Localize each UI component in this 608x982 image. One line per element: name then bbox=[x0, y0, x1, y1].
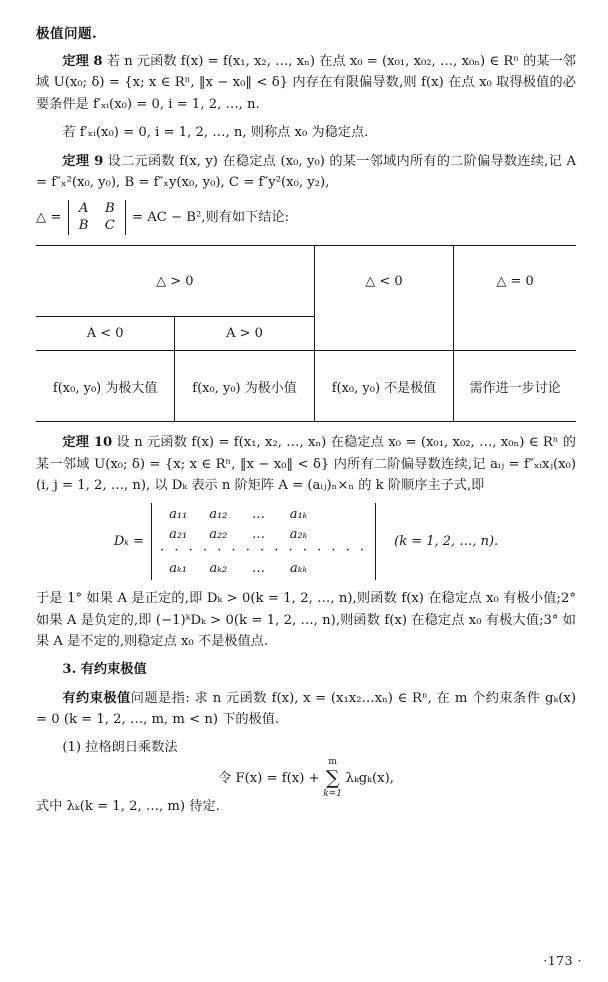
cell-local-min: f(x₀, y₀) 为极小值 bbox=[175, 351, 314, 422]
theorem-10-label: 定理 10 bbox=[62, 435, 113, 451]
header-delta-negative: △ < 0 bbox=[314, 246, 453, 317]
matrix-row bbox=[160, 559, 367, 579]
constrained-extremum-label: 有约束极值 bbox=[62, 690, 131, 706]
empty-cell-2 bbox=[454, 317, 576, 351]
matrix-cell: aₖₖ bbox=[289, 560, 308, 576]
matrix-cell: a₂ₖ bbox=[289, 526, 308, 542]
empty-cell-1 bbox=[314, 317, 453, 351]
constrained-extremum-text: 问题是指: 求 n 元函数 f(x), x = (x₁x₂…xₙ) ∈ Rⁿ, 在 m 个约束条件 gₖ(x) = 0 (k = 1, 2, …, m, m < n) 下的极值. bbox=[36, 690, 576, 728]
item-lagrange-method: (1) 拉格朗日乘数法 bbox=[62, 740, 178, 756]
matrix-cell: … bbox=[251, 560, 265, 576]
theorem-8-text: 若 n 元函数 f(x) = f(x₁, x₂, …, xₙ) 在点 x₀ = (x₀₁, x₀₂, …, x₀ₙ) ∈ Rⁿ 的某一邻域 U(x₀; δ) = {x; x ∈ Rⁿ, ‖x − x₀‖ < δ} 内存在有限偏导数,则 f(x) 在点 x₀ 取得极值的必要条件是 f′ₓᵢ(x₀) = 0, i = 1, 2, …, n. bbox=[36, 54, 576, 112]
matrix-cell: a₂₁ bbox=[169, 526, 188, 542]
theorem-10-text: 设 n 元函数 f(x) = f(x₁, x₂, …, xₙ) 在稳定点 x₀ = (x₀₁, x₀₂, …, x₀ₙ) ∈ Rⁿ 的某一邻域 U(x₀; δ) = {x; x ∈ Rⁿ, ‖x − x₀‖ < δ} 内所有二阶偏导数连续,记 aᵢⱼ = f″ₓᵢxⱼ(x₀)(i, j = 1, 2, …, n), 以 Dₖ 表示 n 阶矩阵 A = (aᵢⱼ)ₙ×ₙ 的 k 阶顺序主子式,即 bbox=[36, 435, 576, 493]
lagrange-formula bbox=[36, 756, 576, 799]
matrix-cell: a₂₂ bbox=[209, 526, 228, 542]
matrix-display bbox=[36, 503, 576, 580]
determinant-row-2 bbox=[73, 218, 121, 235]
table-row bbox=[36, 246, 576, 317]
determinant-cell-b2: B bbox=[78, 217, 89, 233]
theorem-8-label: 定理 8 bbox=[62, 54, 103, 69]
theorem-9-paragraph bbox=[36, 151, 576, 194]
table-row bbox=[36, 317, 576, 351]
table-row bbox=[36, 351, 576, 422]
matrix-cell: a₁₂ bbox=[209, 507, 228, 523]
matrix-cell: a₁₁ bbox=[169, 507, 188, 523]
conclusion-table bbox=[36, 245, 576, 422]
subheader-a-negative: A < 0 bbox=[36, 317, 175, 351]
page-heading: 极值问题. bbox=[36, 26, 98, 42]
page-content bbox=[36, 22, 576, 824]
summation-upper-limit: m bbox=[328, 756, 337, 767]
cell-not-extremum: f(x₀, y₀) 不是极值 bbox=[314, 351, 453, 422]
constrained-extremum-paragraph bbox=[36, 688, 576, 731]
delta-definition-line bbox=[36, 200, 576, 235]
theorem-8-paragraph bbox=[36, 51, 576, 115]
matrix-cell: aₖ₁ bbox=[169, 560, 188, 576]
cell-further-discussion: 需作进一步讨论 bbox=[454, 351, 576, 422]
matrix-cell: … bbox=[251, 526, 265, 542]
determinant-row-1 bbox=[73, 201, 121, 218]
matrix-cell: aₖ₂ bbox=[209, 560, 228, 576]
determinant-cell-a: A bbox=[78, 201, 89, 217]
conclusion-paragraph: 于是 1° 如果 A 是正定的,即 Dₖ > 0(k = 1, 2, …, n),则函数 f(x) 在稳定点 x₀ 有极小值;2° 如果 A 是负定的,即 (−1)ᵏDₖ > 0(k = 1, 2, …, n),则函数 f(x) 在稳定点 x₀ 有极大值;3° 如果 A 是不定的,则稳定点 x₀ 不是极值点. bbox=[36, 591, 576, 649]
matrix-cell: a₁ₖ bbox=[289, 507, 308, 523]
theorem-9-label: 定理 9 bbox=[62, 153, 104, 169]
lagrange-formula-prefix: 令 F(x) = f(x) + bbox=[218, 770, 320, 786]
summation-glyph: ∑ bbox=[325, 766, 340, 789]
determinant-2x2 bbox=[68, 200, 126, 235]
section-3-title bbox=[36, 659, 576, 680]
page-number: ·173 · bbox=[543, 953, 582, 968]
matrix-row bbox=[160, 525, 367, 545]
matrix-cell: … bbox=[251, 507, 265, 523]
header-delta-positive: △ > 0 bbox=[36, 246, 314, 317]
matrix-determinant bbox=[151, 503, 376, 580]
determinant-cell-b: B bbox=[104, 201, 115, 217]
theorem-10-paragraph bbox=[36, 432, 576, 496]
matrix-row bbox=[160, 505, 367, 525]
matrix-lhs-label: Dₖ = bbox=[113, 534, 145, 550]
delta-definition-suffix: = AC − B²,则有如下结论: bbox=[132, 210, 290, 226]
undetermined-multipliers-note: 式中 λₖ(k = 1, 2, …, m) 待定. bbox=[36, 798, 220, 814]
matrix-ellipsis-row: · · · · · · · · · · · · · · · bbox=[160, 543, 367, 559]
summation-symbol bbox=[323, 756, 342, 799]
delta-definition-prefix: △ = bbox=[36, 210, 62, 226]
header-delta-zero: △ = 0 bbox=[454, 246, 576, 317]
section-3-title-text: 3. 有约束极值 bbox=[62, 662, 147, 678]
subheader-a-positive: A > 0 bbox=[175, 317, 314, 351]
theorem-9-text: 设二元函数 f(x, y) 在稳定点 (x₀, y₀) 的某一邻域内所有的二阶偏导数连续,记 A = f″ₓ²(x₀, y₀), B = f″ₓy(x₀, y₀), C = f″y²(x₀, y₂), bbox=[36, 153, 576, 190]
determinant-cell-c: C bbox=[104, 217, 115, 233]
stable-point-paragraph: 若 f′ₓᵢ(x₀) = 0, i = 1, 2, …, n, 则称点 x₀ 为稳定点. bbox=[62, 125, 369, 141]
lagrange-formula-suffix: λₖgₖ(x), bbox=[345, 770, 394, 786]
cell-local-max: f(x₀, y₀) 为极大值 bbox=[36, 351, 175, 422]
summation-lower-limit: k=1 bbox=[323, 788, 342, 799]
matrix-tail-condition: (k = 1, 2, …, n). bbox=[394, 534, 499, 550]
